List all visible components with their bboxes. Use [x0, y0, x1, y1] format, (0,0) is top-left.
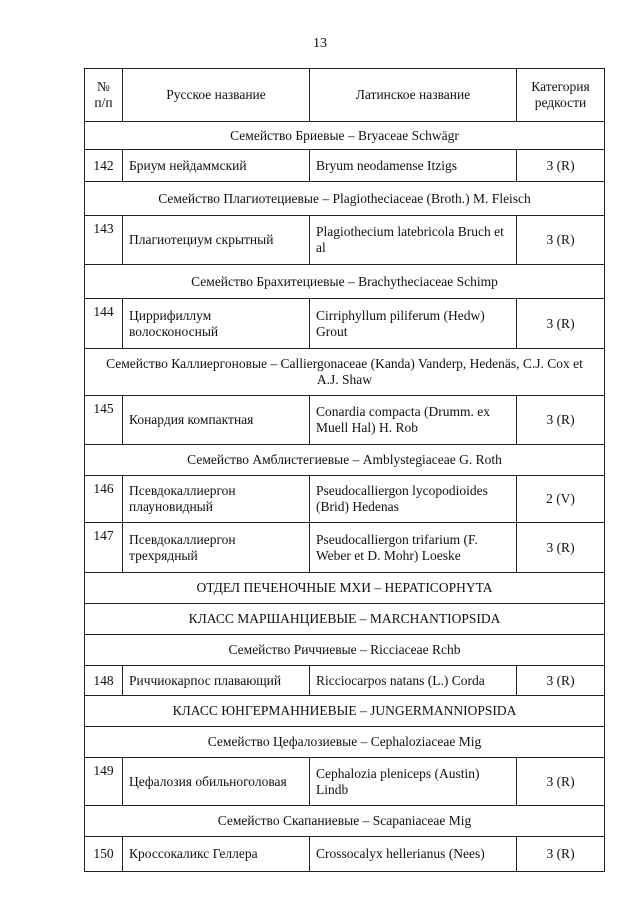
row-number: 150 — [85, 837, 123, 872]
rarity-category: 3 (R) — [517, 837, 605, 872]
section-title: Семейство Риччиевые – Ricciaceae Rchb — [85, 635, 605, 666]
rarity-category: 3 (R) — [517, 216, 605, 265]
latin-name: Pseudocalliergon trifarium (F. Weber et D. Mohr) Loeske — [310, 523, 517, 573]
russian-name: Циррифиллум волосконосный — [123, 299, 310, 349]
division-title: ОТДЕЛ ПЕЧЕНОЧНЫЕ МХИ – HEPATICOPHYTA — [85, 573, 605, 604]
latin-name: Ricciocarpos natans (L.) Corda — [310, 666, 517, 696]
header-latin-name: Латинское название — [310, 69, 517, 122]
rarity-category: 3 (R) — [517, 150, 605, 182]
table-row — [85, 837, 605, 872]
latin-name: Conardia compacta (Drumm. ex Muell Hal) H. Rob — [310, 396, 517, 445]
section-row — [85, 182, 605, 216]
latin-name: Pseudocalliergon lycopodioides (Brid) Hedenas — [310, 476, 517, 523]
header-number-label: № п/п — [94, 79, 113, 110]
section-row — [85, 349, 605, 396]
class-title: КЛАСС МАРШАНЦИЕВЫЕ – MARCHANTIOPSIDA — [85, 604, 605, 635]
section-row — [85, 122, 605, 150]
latin-name: Cirriphyllum piliferum (Hedw) Grout — [310, 299, 517, 349]
russian-name: Риччиокарпос плавающий — [123, 666, 310, 696]
table-header-row — [85, 69, 605, 122]
table-row — [85, 150, 605, 182]
section-title: Семейство Бриевые – Bryaceae Schwägr — [85, 122, 605, 150]
latin-name: Cephalozia pleniceps (Austin) Lindb — [310, 758, 517, 806]
russian-name: Бриум нейдаммский — [123, 150, 310, 182]
rarity-category: 3 (R) — [517, 523, 605, 573]
rarity-category: 3 (R) — [517, 666, 605, 696]
latin-name: Crossocalyx hellerianus (Nees) — [310, 837, 517, 872]
section-row — [85, 727, 605, 758]
section-row — [85, 573, 605, 604]
russian-name: Плагиотециум скрытный — [123, 216, 310, 265]
rarity-category: 2 (V) — [517, 476, 605, 523]
section-title: Семейство Брахитециевые – Brachytheciaceae Schimp — [85, 265, 605, 299]
rarity-category: 3 (R) — [517, 299, 605, 349]
header-category — [517, 69, 605, 122]
section-row — [85, 696, 605, 727]
row-number: 144 — [85, 299, 123, 349]
russian-name: Псевдокаллиергон плауновидный — [123, 476, 310, 523]
row-number: 146 — [85, 476, 123, 523]
section-title: Семейство Амблистегиевые – Amblystegiaceae G. Roth — [85, 445, 605, 476]
section-title: Семейство Плагиотециевые – Plagiotheciaceae (Broth.) M. Fleisch — [85, 182, 605, 216]
row-number: 145 — [85, 396, 123, 445]
section-row — [85, 635, 605, 666]
section-title: Семейство Скапаниевые – Scapaniaceae Mig — [85, 806, 605, 837]
red-book-table — [84, 68, 605, 872]
section-row — [85, 445, 605, 476]
section-row — [85, 604, 605, 635]
row-number: 142 — [85, 150, 123, 182]
russian-name: Псевдокаллиергон трехрядный — [123, 523, 310, 573]
row-number: 147 — [85, 523, 123, 573]
rarity-category: 3 (R) — [517, 758, 605, 806]
row-number: 149 — [85, 758, 123, 806]
table-row — [85, 216, 605, 265]
russian-name: Конардия компактная — [123, 396, 310, 445]
latin-name: Plagiothecium latebricola Bruch et al — [310, 216, 517, 265]
section-row — [85, 806, 605, 837]
table-row — [85, 476, 605, 523]
section-row — [85, 265, 605, 299]
russian-name: Кроссокаликс Геллера — [123, 837, 310, 872]
table-row — [85, 299, 605, 349]
table-row — [85, 758, 605, 806]
table-row — [85, 396, 605, 445]
table-row — [85, 523, 605, 573]
page-number: 13 — [313, 36, 327, 51]
row-number: 148 — [85, 666, 123, 696]
header-russian-name: Русское название — [123, 69, 310, 122]
section-title: Семейство Каллиергоновые – Calliergonaceae (Kanda) Vanderp, Hedenäs, C.J. Cox et A.J. Shaw — [85, 349, 605, 396]
section-title: Семейство Цефалозиевые – Cephaloziaceae Mig — [85, 727, 605, 758]
row-number: 143 — [85, 216, 123, 265]
table-row — [85, 666, 605, 696]
rarity-category: 3 (R) — [517, 396, 605, 445]
latin-name: Bryum neodamense Itzigs — [310, 150, 517, 182]
class-title: КЛАСС ЮНГЕРМАННИЕВЫЕ – JUNGERMANNIOPSIDA — [85, 696, 605, 727]
russian-name: Цефалозия обильноголовая — [123, 758, 310, 806]
header-category-label: Категория редкости — [531, 79, 590, 110]
header-number — [85, 69, 123, 122]
